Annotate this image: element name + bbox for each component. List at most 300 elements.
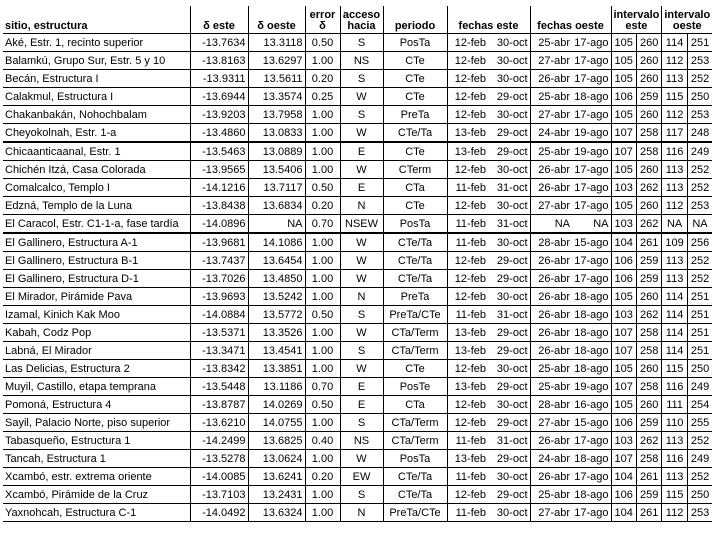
cell-date-east-2: 30-oct — [488, 52, 530, 70]
cell-interval-west-2: 250 — [687, 486, 712, 504]
cell-interval-west-2: 249 — [687, 142, 712, 161]
cell-interval-east-2: 262 — [636, 215, 661, 234]
header-access — [340, 6, 383, 34]
cell-delta-west: 14.1086 — [248, 233, 305, 252]
cell-interval-west-2: 253 — [687, 197, 712, 215]
cell-interval-west-2: 251 — [687, 324, 712, 342]
table-row — [3, 161, 712, 179]
cell-site: Labná, El Mirador — [3, 342, 190, 360]
cell-date-east-1: 12-feb — [447, 486, 488, 504]
cell-access: N — [340, 288, 383, 306]
cell-interval-west-1: 116 — [662, 142, 687, 161]
cell-date-west-1: 25-abr — [530, 360, 572, 378]
cell-interval-east-1: 104 — [611, 504, 636, 522]
cell-delta-west: 13.3574 — [248, 88, 305, 106]
cell-site: El Gallinero, Estructura A-1 — [3, 233, 190, 252]
cell-site: El Gallinero, Estructura B-1 — [3, 252, 190, 270]
cell-delta-east: -14.0492 — [190, 504, 248, 522]
cell-interval-east-2: 258 — [636, 342, 661, 360]
cell-date-east-1: 12-feb — [447, 88, 488, 106]
cell-period: CTe/Ta — [383, 486, 447, 504]
cell-delta-east: -13.7437 — [190, 252, 248, 270]
cell-date-east-2: 30-oct — [488, 197, 530, 215]
cell-period: CTe — [383, 52, 447, 70]
table-row — [3, 414, 712, 432]
cell-interval-east-1: 106 — [611, 414, 636, 432]
cell-interval-east-1: 104 — [611, 233, 636, 252]
table-row — [3, 197, 712, 215]
cell-site: Izamal, Kinich Kak Moo — [3, 306, 190, 324]
cell-interval-east-1: 106 — [611, 270, 636, 288]
cell-error: 0.20 — [305, 197, 340, 215]
cell-date-west-1: 26-abr — [530, 468, 572, 486]
cell-date-west-1: 25-abr — [530, 34, 572, 52]
cell-access: N — [340, 504, 383, 522]
cell-date-east-2: 29-oct — [488, 324, 530, 342]
table-row — [3, 342, 712, 360]
cell-date-west-2: 17-ago — [572, 179, 611, 197]
cell-interval-west-2: 252 — [687, 432, 712, 450]
cell-interval-east-1: 106 — [611, 486, 636, 504]
cell-date-east-1: 13-feb — [447, 142, 488, 161]
cell-delta-east: -14.0896 — [190, 215, 248, 234]
cell-interval-west-2: 254 — [687, 396, 712, 414]
cell-date-east-2: 31-oct — [488, 306, 530, 324]
cell-interval-east-1: 105 — [611, 161, 636, 179]
cell-access: W — [340, 324, 383, 342]
cell-delta-east: -13.7103 — [190, 486, 248, 504]
cell-interval-east-1: 103 — [611, 179, 636, 197]
cell-interval-west-2: 250 — [687, 88, 712, 106]
cell-date-east-2: 30-oct — [488, 504, 530, 522]
cell-delta-west: 13.4850 — [248, 270, 305, 288]
table-row — [3, 34, 712, 52]
cell-interval-west-1: 111 — [662, 396, 687, 414]
header-delta-west: δ oeste — [248, 6, 305, 34]
table-row — [3, 396, 712, 414]
cell-interval-west-1: NA — [662, 215, 687, 234]
cell-date-west-2: 17-ago — [572, 432, 611, 450]
cell-interval-east-2: 259 — [636, 88, 661, 106]
cell-date-east-1: 11-feb — [447, 215, 488, 234]
cell-period: CTe — [383, 197, 447, 215]
cell-delta-east: -13.4860 — [190, 124, 248, 143]
cell-interval-west-2: 248 — [687, 124, 712, 143]
cell-delta-west: 13.5406 — [248, 161, 305, 179]
cell-interval-west-1: 115 — [662, 486, 687, 504]
cell-access: S — [340, 70, 383, 88]
table-row — [3, 179, 712, 197]
cell-date-west-2: 18-ago — [572, 486, 611, 504]
cell-date-west-1: 24-abr — [530, 450, 572, 468]
cell-error: 1.00 — [305, 233, 340, 252]
cell-interval-east-1: 103 — [611, 432, 636, 450]
cell-site: Tabasqueño, Estructura 1 — [3, 432, 190, 450]
cell-access: E — [340, 142, 383, 161]
header-interval-east-line2: este — [625, 20, 648, 32]
cell-interval-east-1: 103 — [611, 215, 636, 234]
cell-date-west-2: 18-ago — [572, 342, 611, 360]
cell-interval-east-2: 259 — [636, 486, 661, 504]
cell-interval-west-1: 113 — [662, 468, 687, 486]
cell-error: 1.00 — [305, 142, 340, 161]
cell-access: EW — [340, 468, 383, 486]
cell-period: CTe/Ta — [383, 468, 447, 486]
cell-period: PreTa — [383, 288, 447, 306]
cell-delta-east: -13.9311 — [190, 70, 248, 88]
cell-date-west-1: 25-abr — [530, 142, 572, 161]
cell-delta-west: 13.5772 — [248, 306, 305, 324]
cell-interval-east-2: 258 — [636, 450, 661, 468]
cell-date-east-1: 12-feb — [447, 414, 488, 432]
cell-date-east-1: 12-feb — [447, 252, 488, 270]
cell-date-east-1: 12-feb — [447, 70, 488, 88]
cell-interval-east-1: 103 — [611, 306, 636, 324]
cell-date-west-1: 26-abr — [530, 161, 572, 179]
cell-interval-west-1: 115 — [662, 360, 687, 378]
cell-delta-west: 13.4541 — [248, 342, 305, 360]
cell-site: Xcambó, Pirámide de la Cruz — [3, 486, 190, 504]
cell-site: Muyil, Castillo, etapa temprana — [3, 378, 190, 396]
cell-interval-west-2: 253 — [687, 504, 712, 522]
cell-delta-east: -14.1216 — [190, 179, 248, 197]
cell-interval-west-2: 252 — [687, 270, 712, 288]
cell-error: 1.00 — [305, 270, 340, 288]
table-row — [3, 252, 712, 270]
table-row — [3, 52, 712, 70]
cell-interval-east-1: 105 — [611, 52, 636, 70]
cell-error: 1.00 — [305, 486, 340, 504]
cell-date-east-2: 30-oct — [488, 468, 530, 486]
cell-date-west-1: 25-abr — [530, 88, 572, 106]
header-interval-west-line1: intervalo — [664, 9, 711, 21]
cell-interval-east-2: 260 — [636, 52, 661, 70]
cell-access: E — [340, 378, 383, 396]
data-table — [3, 6, 712, 522]
cell-interval-east-1: 105 — [611, 288, 636, 306]
cell-delta-east: -13.3471 — [190, 342, 248, 360]
cell-date-east-2: 30-oct — [488, 288, 530, 306]
cell-date-east-2: 30-oct — [488, 360, 530, 378]
cell-date-east-1: 11-feb — [447, 306, 488, 324]
cell-date-west-1: 26-abr — [530, 70, 572, 88]
cell-interval-east-2: 259 — [636, 414, 661, 432]
cell-interval-east-2: 259 — [636, 252, 661, 270]
cell-delta-east: -13.7634 — [190, 34, 248, 52]
cell-date-east-2: 31-oct — [488, 215, 530, 234]
cell-site: El Caracol, Estr. C1-1-a, fase tardía — [3, 215, 190, 234]
table-row — [3, 504, 712, 522]
cell-delta-west: 13.6241 — [248, 468, 305, 486]
cell-interval-west-2: 251 — [687, 34, 712, 52]
cell-interval-west-2: 251 — [687, 288, 712, 306]
cell-date-west-2: 15-ago — [572, 233, 611, 252]
cell-delta-west: 13.6297 — [248, 52, 305, 70]
cell-access: W — [340, 124, 383, 143]
header-interval-east-line1: intervalo — [613, 9, 660, 21]
cell-date-east-2: 31-oct — [488, 179, 530, 197]
cell-date-west-2: 17-ago — [572, 52, 611, 70]
cell-error: 0.70 — [305, 378, 340, 396]
cell-interval-west-2: 250 — [687, 360, 712, 378]
cell-date-west-1: 27-abr — [530, 504, 572, 522]
cell-access: E — [340, 179, 383, 197]
cell-delta-west: 13.3118 — [248, 34, 305, 52]
cell-date-east-2: 30-oct — [488, 70, 530, 88]
cell-interval-west-2: 252 — [687, 252, 712, 270]
table-row — [3, 450, 712, 468]
cell-period: PosTa — [383, 34, 447, 52]
cell-error: 1.00 — [305, 161, 340, 179]
cell-error: 1.00 — [305, 342, 340, 360]
cell-site: Sayil, Palacio Norte, piso superior — [3, 414, 190, 432]
cell-delta-east: -14.0085 — [190, 468, 248, 486]
cell-site: Becán, Estructura I — [3, 70, 190, 88]
cell-delta-east: -13.5448 — [190, 378, 248, 396]
cell-delta-west: NA — [248, 215, 305, 234]
cell-date-east-1: 12-feb — [447, 288, 488, 306]
cell-date-west-1: 26-abr — [530, 288, 572, 306]
cell-delta-east: -13.5463 — [190, 142, 248, 161]
cell-date-west-2: 18-ago — [572, 324, 611, 342]
cell-date-east-1: 12-feb — [447, 270, 488, 288]
cell-interval-west-2: 252 — [687, 179, 712, 197]
cell-date-west-1: 28-abr — [530, 396, 572, 414]
cell-interval-west-2: 252 — [687, 468, 712, 486]
cell-interval-west-1: 112 — [662, 106, 687, 124]
cell-error: 0.50 — [305, 34, 340, 52]
cell-delta-west: 13.7117 — [248, 179, 305, 197]
table-row — [3, 306, 712, 324]
cell-interval-east-2: 258 — [636, 378, 661, 396]
cell-site: El Gallinero, Estructura D-1 — [3, 270, 190, 288]
cell-site: Tancah, Estructura 1 — [3, 450, 190, 468]
cell-period: PreTa/CTe — [383, 306, 447, 324]
cell-interval-west-2: 253 — [687, 106, 712, 124]
cell-date-west-1: 24-abr — [530, 124, 572, 143]
cell-site: Edzná, Templo de la Luna — [3, 197, 190, 215]
cell-error: 0.50 — [305, 396, 340, 414]
cell-date-east-1: 12-feb — [447, 106, 488, 124]
header-period: periodo — [383, 6, 447, 34]
cell-interval-west-2: 256 — [687, 233, 712, 252]
header-dates-west: fechas oeste — [530, 6, 611, 34]
cell-interval-east-2: 262 — [636, 306, 661, 324]
cell-interval-west-1: 110 — [662, 414, 687, 432]
cell-interval-east-2: 262 — [636, 179, 661, 197]
cell-delta-west: 13.3526 — [248, 324, 305, 342]
header-row — [3, 6, 712, 34]
cell-delta-west: 13.0833 — [248, 124, 305, 143]
cell-interval-west-1: 116 — [662, 378, 687, 396]
cell-date-west-2: 18-ago — [572, 288, 611, 306]
cell-site: Yaxnohcah, Estructura C-1 — [3, 504, 190, 522]
cell-access: S — [340, 306, 383, 324]
cell-interval-east-1: 106 — [611, 252, 636, 270]
cell-date-east-2: 29-oct — [488, 88, 530, 106]
cell-date-east-1: 13-feb — [447, 324, 488, 342]
cell-delta-east: -13.7026 — [190, 270, 248, 288]
header-interval-east — [611, 6, 662, 34]
cell-date-west-1: 25-abr — [530, 486, 572, 504]
cell-interval-west-1: 113 — [662, 252, 687, 270]
table-row — [3, 288, 712, 306]
cell-interval-east-2: 261 — [636, 468, 661, 486]
cell-interval-west-2: NA — [687, 215, 712, 234]
cell-error: 1.00 — [305, 324, 340, 342]
header-delta-east: δ este — [190, 6, 248, 34]
cell-date-west-1: 26-abr — [530, 306, 572, 324]
cell-date-west-2: 17-ago — [572, 161, 611, 179]
cell-error: 1.00 — [305, 252, 340, 270]
cell-date-west-2: 18-ago — [572, 306, 611, 324]
cell-delta-east: -14.0884 — [190, 306, 248, 324]
cell-date-east-2: 30-oct — [488, 34, 530, 52]
cell-interval-east-2: 260 — [636, 106, 661, 124]
cell-date-west-1: 28-abr — [530, 233, 572, 252]
cell-date-east-2: 29-oct — [488, 414, 530, 432]
cell-date-east-1: 12-feb — [447, 197, 488, 215]
cell-date-west-2: 19-ago — [572, 124, 611, 143]
cell-interval-west-2: 249 — [687, 450, 712, 468]
cell-delta-west: 13.6825 — [248, 432, 305, 450]
cell-interval-west-1: 114 — [662, 324, 687, 342]
cell-period: CTe — [383, 88, 447, 106]
cell-delta-east: -13.6210 — [190, 414, 248, 432]
table-row — [3, 360, 712, 378]
cell-error: 1.00 — [305, 124, 340, 143]
cell-delta-west: 13.3851 — [248, 360, 305, 378]
cell-date-east-2: 30-oct — [488, 106, 530, 124]
cell-date-east-1: 13-feb — [447, 124, 488, 143]
cell-interval-west-1: 112 — [662, 504, 687, 522]
cell-access: NS — [340, 52, 383, 70]
cell-interval-west-1: 113 — [662, 179, 687, 197]
cell-interval-east-1: 105 — [611, 70, 636, 88]
cell-interval-east-1: 107 — [611, 378, 636, 396]
cell-error: 0.50 — [305, 306, 340, 324]
table-row — [3, 468, 712, 486]
cell-date-west-1: 27-abr — [530, 106, 572, 124]
cell-interval-east-2: 259 — [636, 270, 661, 288]
cell-delta-west: 13.7958 — [248, 106, 305, 124]
cell-interval-west-1: 113 — [662, 70, 687, 88]
cell-date-west-1: 27-abr — [530, 197, 572, 215]
cell-date-east-1: 12-feb — [447, 360, 488, 378]
cell-access: W — [340, 450, 383, 468]
cell-period: PosTa — [383, 215, 447, 234]
cell-site: El Mirador, Pirámide Pava — [3, 288, 190, 306]
cell-access: S — [340, 34, 383, 52]
cell-interval-west-1: 113 — [662, 270, 687, 288]
table-row — [3, 324, 712, 342]
table-row — [3, 88, 712, 106]
cell-period: CTe/Ta — [383, 252, 447, 270]
header-error-line1: error — [309, 9, 336, 21]
cell-date-west-1: 27-abr — [530, 52, 572, 70]
cell-interval-east-2: 260 — [636, 396, 661, 414]
cell-interval-west-1: 114 — [662, 306, 687, 324]
cell-date-west-2: 18-ago — [572, 88, 611, 106]
table-row — [3, 70, 712, 88]
cell-date-west-2: NA — [572, 215, 611, 234]
cell-date-west-2: 17-ago — [572, 252, 611, 270]
cell-access: E — [340, 396, 383, 414]
cell-delta-east: -13.9203 — [190, 106, 248, 124]
cell-interval-west-2: 255 — [687, 414, 712, 432]
cell-interval-east-2: 258 — [636, 324, 661, 342]
cell-access: N — [340, 197, 383, 215]
table-row — [3, 233, 712, 252]
cell-date-east-1: 11-feb — [447, 233, 488, 252]
cell-access: W — [340, 233, 383, 252]
cell-date-west-2: 15-ago — [572, 414, 611, 432]
cell-date-west-2: 17-ago — [572, 468, 611, 486]
table-row — [3, 270, 712, 288]
cell-site: Chichén Itzá, Casa Colorada — [3, 161, 190, 179]
cell-date-west-2: 17-ago — [572, 504, 611, 522]
cell-date-west-2: 16-ago — [572, 396, 611, 414]
cell-date-east-1: 12-feb — [447, 52, 488, 70]
cell-access: S — [340, 342, 383, 360]
cell-interval-west-1: 113 — [662, 432, 687, 450]
cell-delta-west: 13.1186 — [248, 378, 305, 396]
header-interval-west — [662, 6, 712, 34]
cell-site: Chicaanticaanal, Estr. 1 — [3, 142, 190, 161]
header-site: sitio, estructura — [3, 6, 190, 34]
cell-interval-east-1: 107 — [611, 342, 636, 360]
cell-date-east-2: 29-oct — [488, 142, 530, 161]
cell-interval-east-2: 261 — [636, 504, 661, 522]
table-row — [3, 124, 712, 143]
cell-date-east-2: 29-oct — [488, 342, 530, 360]
cell-date-west-2: 17-ago — [572, 106, 611, 124]
cell-period: CTe/Ta — [383, 124, 447, 143]
cell-date-east-1: 13-feb — [447, 450, 488, 468]
cell-delta-east: -13.8342 — [190, 360, 248, 378]
cell-site: Cheyokolnah, Estr. 1-a — [3, 124, 190, 143]
table-row — [3, 215, 712, 234]
cell-site: Balamkú, Grupo Sur, Estr. 5 y 10 — [3, 52, 190, 70]
cell-period: PreTa — [383, 106, 447, 124]
cell-interval-west-1: 116 — [662, 450, 687, 468]
cell-date-west-1: 26-abr — [530, 342, 572, 360]
cell-interval-east-1: 104 — [611, 468, 636, 486]
cell-error: 1.00 — [305, 106, 340, 124]
cell-date-east-2: 30-oct — [488, 161, 530, 179]
cell-interval-west-1: 112 — [662, 197, 687, 215]
cell-error: 0.40 — [305, 432, 340, 450]
cell-date-west-2: 17-ago — [572, 34, 611, 52]
cell-date-east-2: 29-oct — [488, 450, 530, 468]
cell-date-east-1: 12-feb — [447, 34, 488, 52]
cell-period: CTa — [383, 396, 447, 414]
cell-interval-east-1: 105 — [611, 360, 636, 378]
cell-period: CTe — [383, 360, 447, 378]
cell-date-east-2: 29-oct — [488, 270, 530, 288]
cell-date-west-2: 19-ago — [572, 378, 611, 396]
cell-period: PreTa/CTe — [383, 504, 447, 522]
table-row — [3, 486, 712, 504]
cell-interval-west-2: 251 — [687, 342, 712, 360]
cell-error: 1.00 — [305, 450, 340, 468]
cell-interval-east-2: 260 — [636, 34, 661, 52]
cell-date-west-1: 26-abr — [530, 432, 572, 450]
cell-access: S — [340, 106, 383, 124]
cell-interval-east-2: 258 — [636, 124, 661, 143]
cell-interval-east-2: 258 — [636, 142, 661, 161]
cell-site: Aké, Estr. 1, recinto superior — [3, 34, 190, 52]
